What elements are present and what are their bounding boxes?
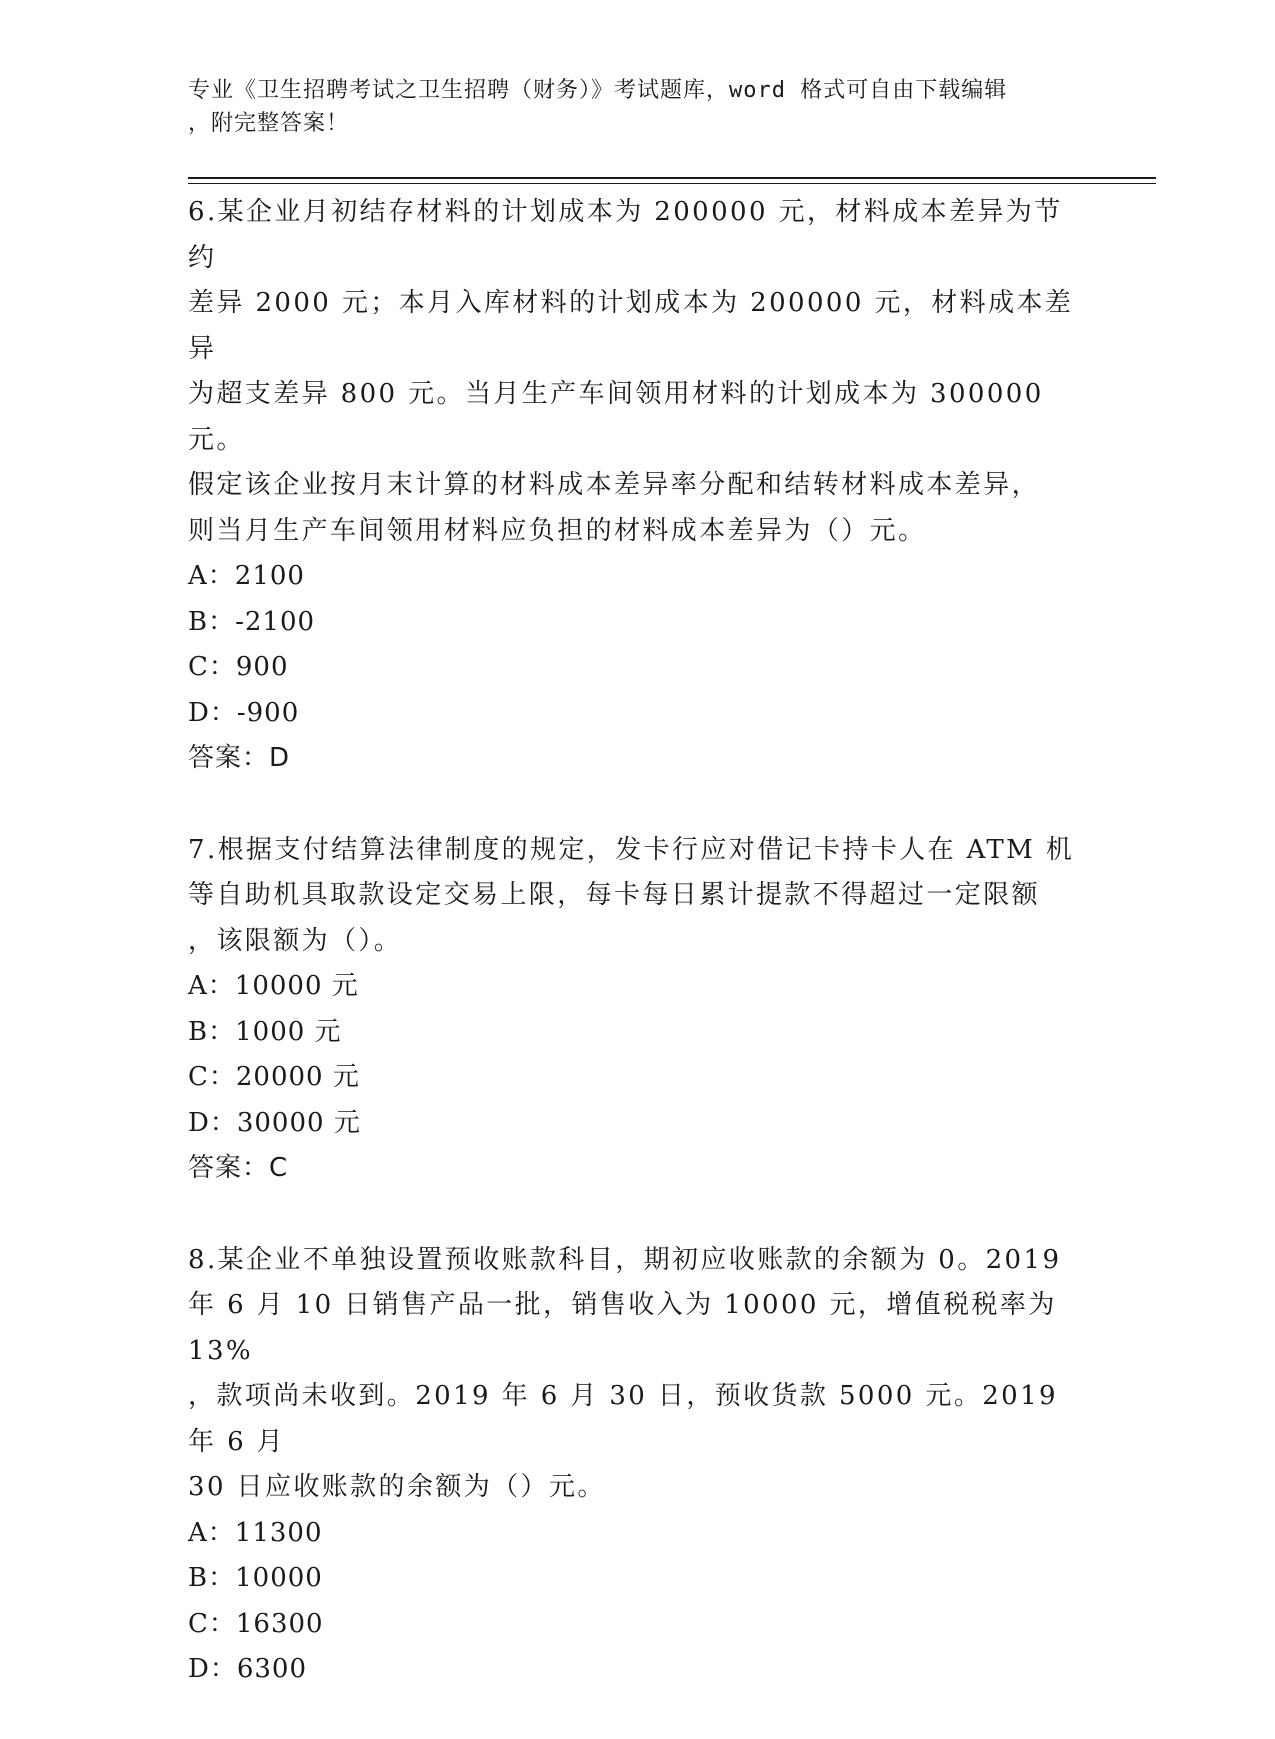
header-divider-thick [188,177,1156,179]
stem-line: 年 6 月 10 日销售产品一批，销售收入为 10000 元，增值税税率为 13% [188,1290,1057,1366]
stem-line: 假定该企业按月末计算的材料成本差异率分配和结转材料成本差异， [188,470,1041,500]
stem-line: 6.某企业月初结存材料的计划成本为 200000 元，材料成本差异为节约 [188,197,1063,273]
stem-line: 30 日应收账款的余额为（）元。 [188,1472,606,1502]
answer-line: 答案：C [188,1153,289,1183]
header-divider-thin [188,183,1156,184]
stem-line: 为超支差异 800 元。当月生产车间领用材料的计划成本为 300000 元。 [188,379,1044,455]
stem-line: ，款项尚未收到。2019 年 6 月 30 日，预收货款 5000 元。2019 年 6 月 [188,1381,1058,1457]
option-a: A：2100 [188,561,305,591]
stem-line: 等自助机具取款设定交易上限，每卡每日累计提款不得超过一定限额 [188,880,1041,910]
stem-line: 7.根据支付结算法律制度的规定，发卡行应对借记卡持卡人在 ATM 机 [188,834,1075,865]
option-c: C：20000 元 [188,1062,360,1092]
option-d: D：6300 [188,1654,308,1684]
header-line-1: 专业《卫生招聘考试之卫生招聘（财务）》考试题库，word 格式可自由下载编辑 [188,78,1008,103]
question-8 [188,1238,1088,1693]
stem-line: 则当月生产车间领用材料应负担的材料成本差异为（）元。 [188,515,927,546]
question-6 [188,190,1088,782]
option-c: C：16300 [188,1608,324,1639]
question-7 [188,828,1088,1192]
header-line-2: ，附完整答案！ [188,111,350,136]
option-b: B：1000 元 [188,1016,342,1047]
stem-line: ，该限额为（）。 [188,925,403,956]
question-list [188,190,1088,1739]
option-c: C：900 [188,652,289,682]
document-header [188,74,1088,140]
answer-line: 答案：D [188,743,291,773]
option-b: B：10000 [188,1563,323,1593]
stem-line: 差异 2000 元；本月入库材料的计划成本为 200000 元，材料成本差异 [188,288,1074,364]
question-stem [188,190,1088,554]
option-b: B：-2100 [188,606,316,637]
question-stem [188,828,1088,965]
option-a: A：10000 元 [188,971,359,1001]
stem-line: 8.某企业不单独设置预收账款科目，期初应收账款的余额为 0。2019 [188,1244,1062,1275]
option-a: A：11300 [188,1517,323,1548]
option-d: D：30000 元 [188,1107,361,1138]
option-d: D：-900 [188,697,300,728]
question-stem [188,1238,1088,1511]
